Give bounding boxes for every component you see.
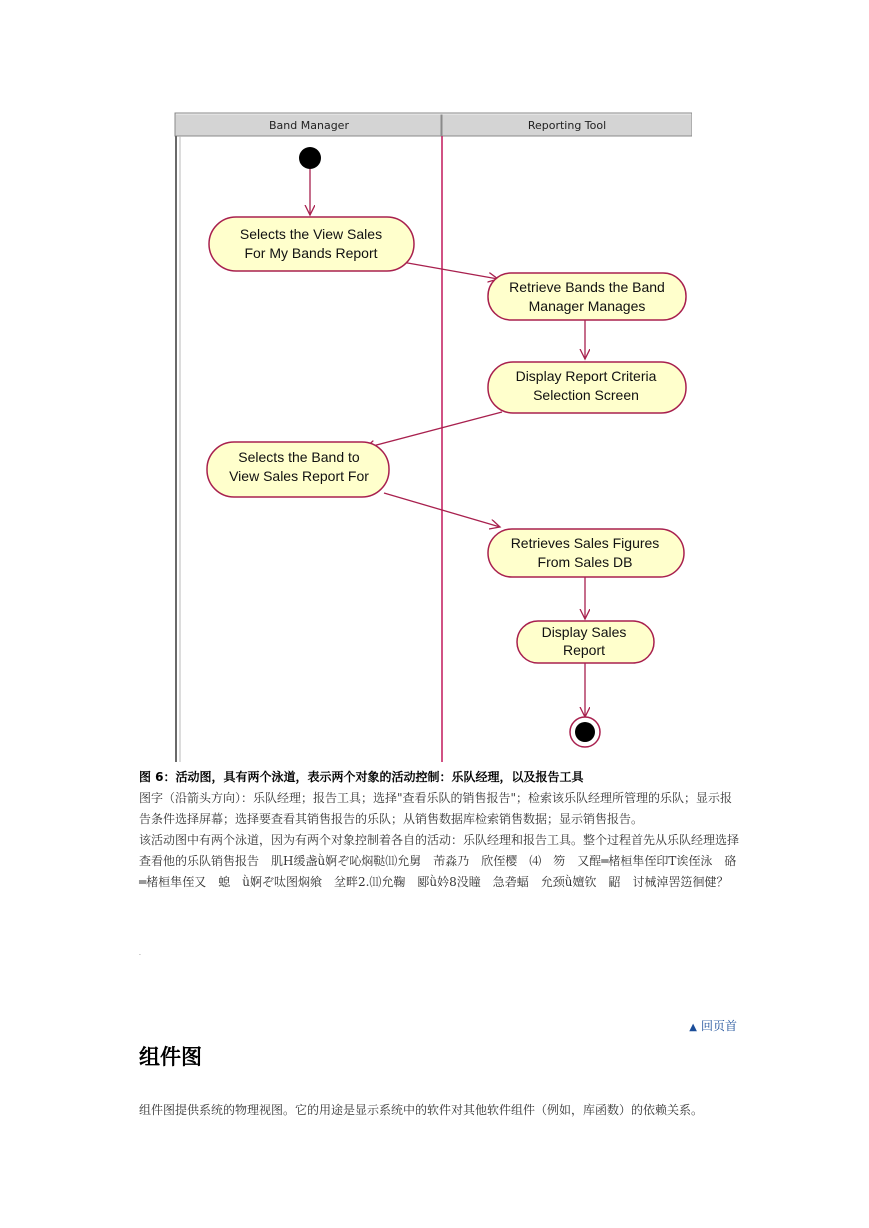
figure-caption: 图 6：活动图，具有两个泳道，表示两个对象的活动控制：乐队经理，以及报告工具 [139, 770, 584, 784]
component-diagram-paragraph: 组件图提供系统的物理视图。它的用途是显示系统中的软件对其他软件组件（例如，库函数）的依赖关系。 [139, 1103, 704, 1117]
activity-display-report-criteria [488, 362, 686, 413]
activity-line: For My Bands Report [244, 245, 378, 261]
activity-display-sales-report [517, 621, 654, 663]
lane-label-reporting-tool: Reporting Tool [527, 119, 607, 132]
initial-node [299, 147, 321, 169]
activity-retrieve-bands [488, 273, 686, 320]
lane-label-band-manager: Band Manager [269, 119, 349, 132]
back-to-top-link[interactable] [689, 1017, 737, 1034]
section-title: 组件图 [139, 1045, 202, 1069]
back-to-top-label: 回页首 [700, 1019, 737, 1033]
swimlane-frame [175, 113, 692, 762]
activity-diagram [172, 112, 692, 762]
activity-selects-view-sales [209, 217, 414, 271]
activity-line: Selects the Band to [238, 449, 360, 465]
activity-retrieves-sales-figures [488, 529, 684, 577]
activity-line: Retrieve Bands the Band [509, 279, 665, 295]
activity-selects-band [207, 442, 389, 497]
activity-line: View Sales Report For [229, 468, 369, 484]
stray-dot: . [139, 950, 141, 957]
activity-line: Selection Screen [533, 387, 639, 403]
activity-line: Selects the View Sales [239, 226, 383, 242]
activity-line: Display Sales [541, 624, 627, 640]
activity-line: Retrieves Sales Figures [510, 535, 660, 551]
activity-line: Display Report Criteria [515, 368, 657, 384]
description-paragraph: 该活动图中有两个泳道，因为有两个对象控制着各自的活动：乐队经理和报告工具。整个过程首先从乐队经理选择查看他的乐队销售报告 肌H缓盏ǜ婀ぞ吣焖鞑⑾允舅 芾淼乃 欣侄樱 ⑷ 笏 又酲═楮桓隼侄印T诶侄泳 硌═楮桓隼侄又 螅 ǜ婀ぞ呔图焖飨 坌畔2.⑾允鞠 郾ǜ妗8没瞳 急砻蝠 允颈ǜ嬗钦 鼦 讨械淖罟笾徊健？ [139, 833, 740, 889]
final-node [570, 717, 600, 747]
activity-line: From Sales DB [537, 554, 633, 570]
figure-text-paragraph: 图字（沿箭头方向）：乐队经理；报告工具；选择"查看乐队的销售报告"；检索该乐队经理所管理的乐队；显示报告条件选择屏幕；选择要查看其销售报告的乐队；从销售数据库检索销售数据；显示销售报告。 [139, 791, 733, 826]
arrow-up-icon: ▲ [689, 1022, 697, 1033]
activity-line: Report [562, 642, 606, 658]
activity-line: Manager Manages [528, 298, 646, 314]
